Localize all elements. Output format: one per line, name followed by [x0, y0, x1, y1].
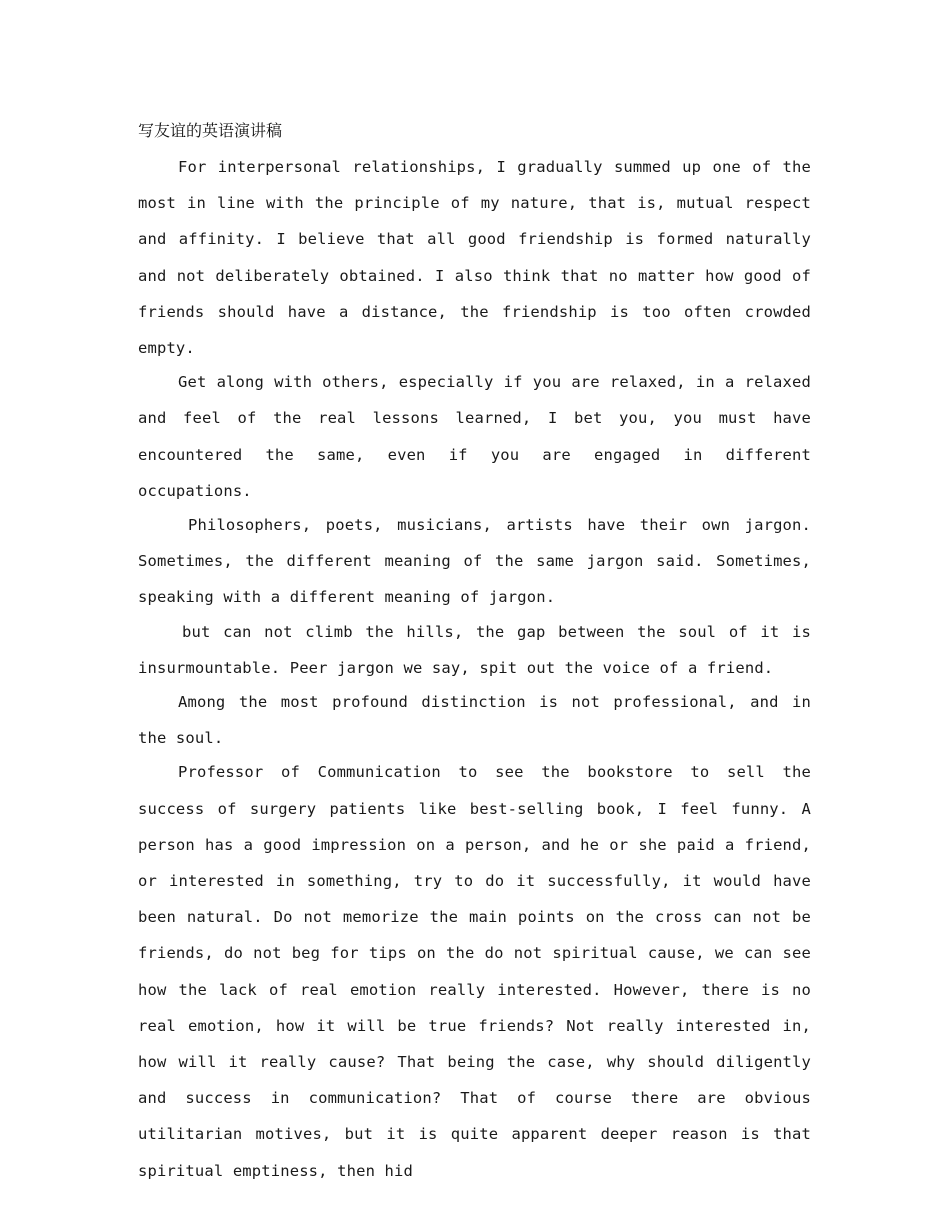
paragraph-professor: Professor of Communication to see the bookstore to sell the success of surgery patients like best-selling book, I feel funny. A person has a good impression on a person, and he or she paid a friend, or interested in something, try to do it successfully, it would have been natural. Do not memorize the main points on the cross can not be friends, do not beg for tips on the do not spiritual cause, we can see how the lack of real emotion really interested. However, there is no real emotion, how it will be true friends? Not really interested in, how will it really cause? That being the case, why should diligently and success in communication? That of course there are obvious utilitarian motives, but it is quite apparent deeper reason is that spiritual emptiness, then hid — [138, 763, 811, 1180]
document-body — [138, 113, 811, 1187]
paragraph-get-along: Get along with others, especially if you are relaxed, in a relaxed and feel of the real lessons learned, I bet you, you must have encountered the same, even if you are engaged in different occupations. — [138, 373, 811, 500]
paragraph-philosophers: Philosophers, poets, musicians, artists have their own jargon. Sometimes, the different meaning of the same jargon said. Sometimes, speaking with a different meaning of jargon. — [138, 516, 811, 607]
paragraph-hills: but can not climb the hills, the gap between the soul of it is insurmountable. Peer jargon we say, spit out the voice of a friend. — [138, 622, 811, 677]
document-title: 写友谊的英语演讲稿 — [138, 121, 283, 140]
paragraph-distinction: Among the most profound distinction is not professional, and in the soul. — [138, 693, 811, 748]
paragraph-interpersonal: For interpersonal relationships, I gradually summed up one of the most in line with the principle of my nature, that is, mutual respect and affinity. I believe that all good friendship is formed naturally and not deliberately obtained. I also think that no matter how good of friends should have a distance, the friendship is too often crowded empty. — [138, 158, 811, 358]
